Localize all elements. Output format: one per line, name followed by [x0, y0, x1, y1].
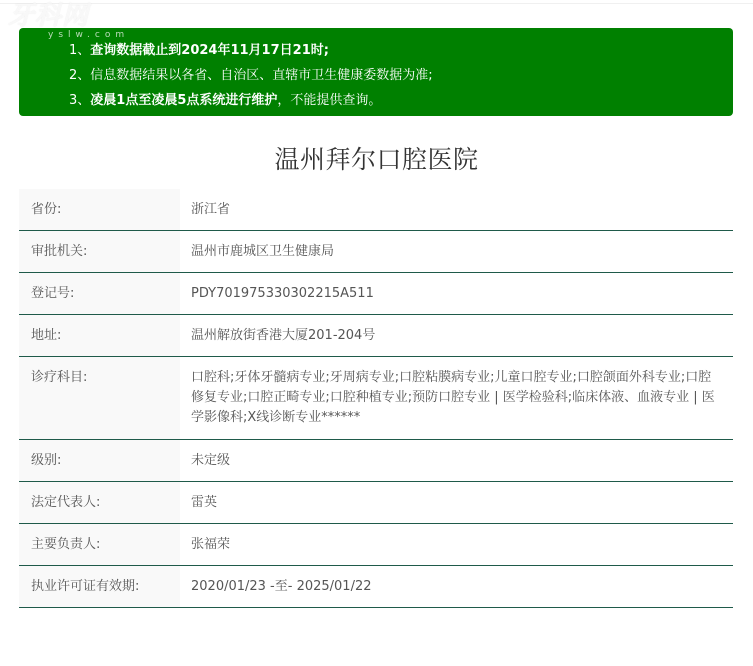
notice-line-1-text: 查询数据截止到2024年11月17日21时;: [90, 43, 329, 58]
notice-line-2-text: 信息数据结果以各省、自治区、直辖市卫生健康委数据为准;: [90, 68, 433, 83]
table-row-license-validity: [19, 566, 733, 608]
table-row-level: [19, 440, 733, 482]
site-watermark-logo: [8, 2, 129, 40]
table-row-province: [19, 189, 733, 231]
notice-line-3-prefix: 3、: [69, 93, 91, 108]
row-value: 雷英: [180, 482, 733, 524]
hospital-info-table: [19, 189, 733, 608]
row-value: 未定级: [180, 440, 733, 482]
row-label: 省份:: [19, 189, 180, 231]
watermark-brand: 牙科网: [8, 1, 90, 31]
table-row-registration-number: [19, 273, 733, 315]
hospital-title: 温州拜尔口腔医院: [274, 145, 479, 174]
notice-line-1: [69, 38, 733, 63]
row-label: 地址:: [19, 315, 180, 357]
row-label: 执业许可证有效期:: [19, 566, 180, 608]
row-label: 诊疗科目:: [19, 357, 180, 440]
table-row-principal: [19, 524, 733, 566]
notice-line-2: [69, 63, 733, 88]
notice-line-3-rest: ，不能提供查询。: [277, 93, 382, 108]
notice-banner: [19, 28, 733, 116]
notice-line-3: [69, 88, 733, 113]
notice-line-2-prefix: 2、: [69, 68, 91, 83]
row-label: 主要负责人:: [19, 524, 180, 566]
row-label: 级别:: [19, 440, 180, 482]
notice-line-1-prefix: 1、: [69, 43, 91, 58]
row-value: 口腔科;牙体牙髓病专业;牙周病专业;口腔粘膜病专业;儿童口腔专业;口腔颌面外科专业;口腔修复专业;口腔正畸专业;口腔种植专业;预防口腔专业 | 医学检验科;临床体液、血液专业 | 医学影像科;X线诊断专业******: [180, 357, 733, 440]
table-row-services: [19, 357, 733, 440]
row-value: 张福荣: [180, 524, 733, 566]
row-value: PDY701975330302215A511: [180, 273, 733, 315]
row-value: 2020/01/23 -至- 2025/01/22: [180, 566, 733, 608]
row-label: 审批机关:: [19, 231, 180, 273]
table-row-approval-authority: [19, 231, 733, 273]
row-value: 温州解放街香港大厦201-204号: [180, 315, 733, 357]
table-row-legal-representative: [19, 482, 733, 524]
row-value: 浙江省: [180, 189, 733, 231]
notice-line-3-bold: 凌晨1点至凌晨5点系统进行维护: [90, 93, 278, 108]
table-row-address: [19, 315, 733, 357]
row-label: 法定代表人:: [19, 482, 180, 524]
row-value: 温州市鹿城区卫生健康局: [180, 231, 733, 273]
watermark-url: yslw.com: [48, 30, 130, 40]
row-label: 登记号:: [19, 273, 180, 315]
